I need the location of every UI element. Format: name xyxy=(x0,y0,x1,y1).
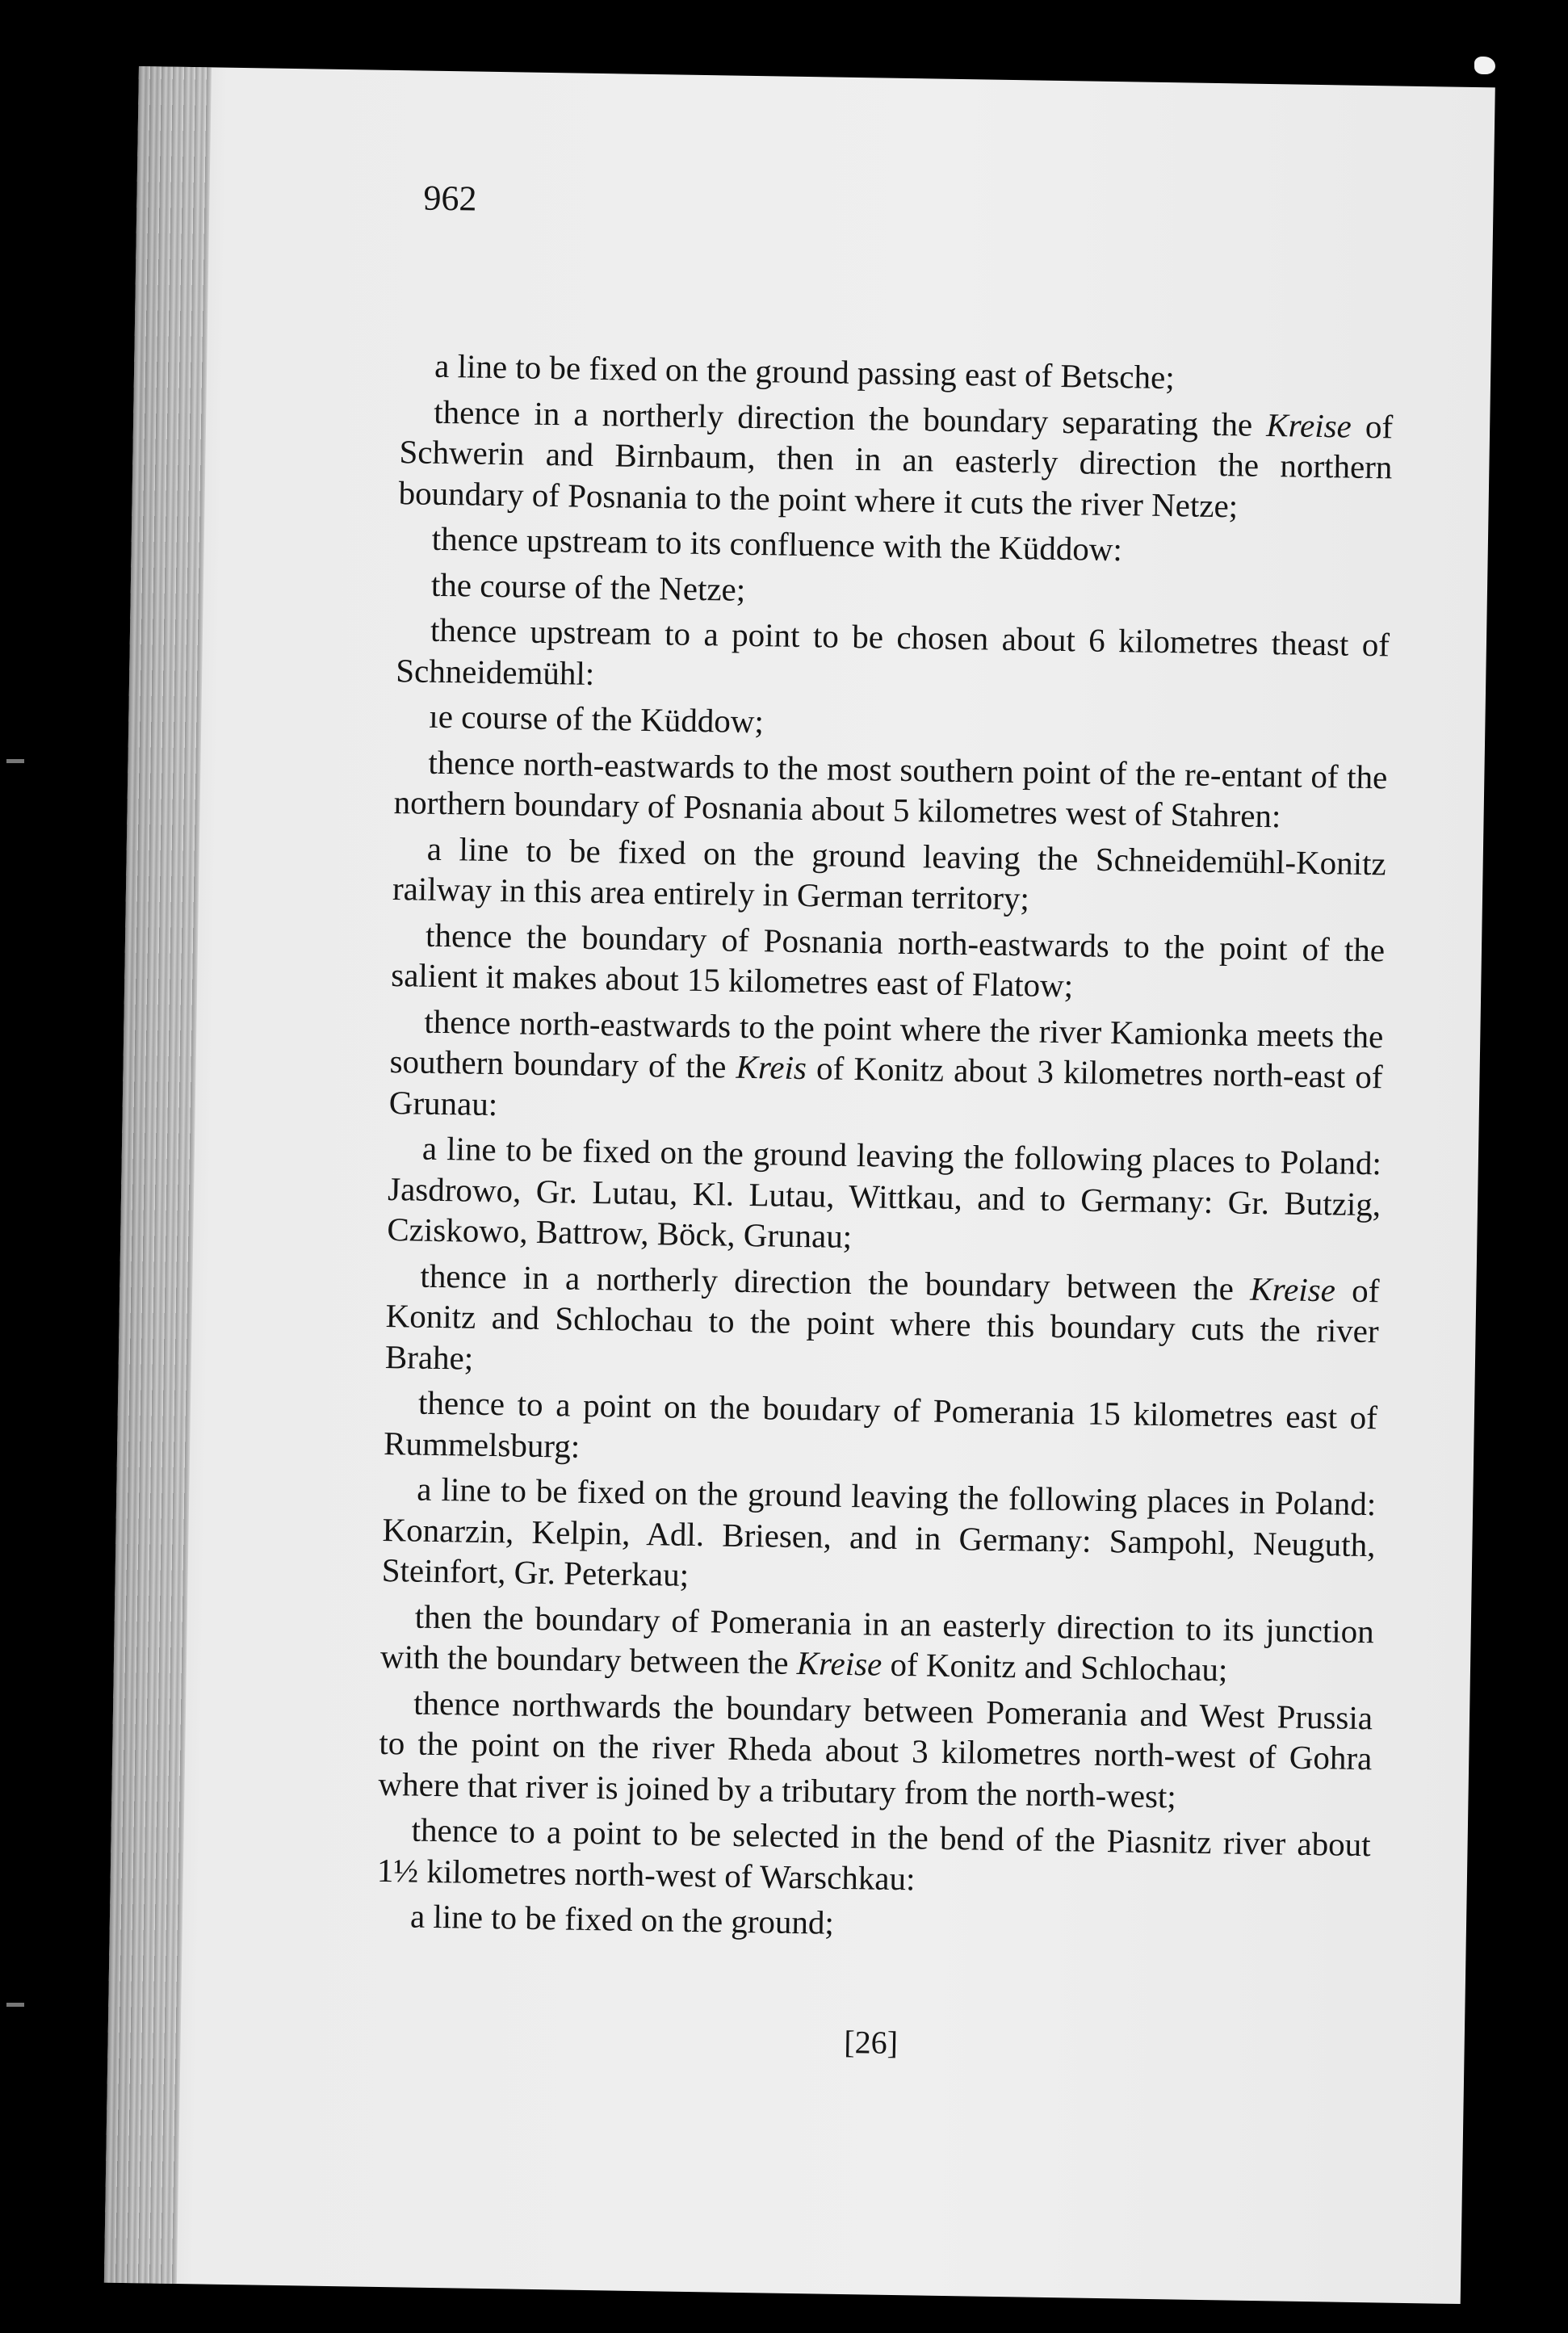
paragraph: thence upstream to a point to be chosen about 6 kilometres theast of Schneidemühl: xyxy=(395,611,1390,692)
paragraph: thence north-eastwards to the point where the river Kamionka meets the southern boundary of the Kreis of Konitz about 3 kilometres north-east of Grunau: xyxy=(388,1002,1384,1122)
paragraph: a line to be fixed on the ground leaving the following places to Poland: Jasdrowo, Gr. Lutau, Kl. Lutau, Wittkau, and to Germany: Gr. Butzig, Cziskowo, Battrow, Böck, Grunau; xyxy=(387,1129,1382,1256)
paragraph: a line to be fixed on the ground leaving the following places in Poland: Konarzin, Kelpin, Adl. Briesen, and in Germany: Sampohl, Neuguth, Steinfort, Gr. Peterkau; xyxy=(381,1470,1377,1593)
scan-edge-mark xyxy=(6,2003,24,2007)
book-page xyxy=(104,66,1495,2304)
treaty-text xyxy=(376,183,1397,2062)
paragraph: thence in a northerly direction the boundary between the Kreise of Konitz and Schlochau to the point where this boundary cuts the river Brahe; xyxy=(384,1257,1380,1377)
paragraph: thence upstream to its confluence with the Küddow: xyxy=(431,519,1123,569)
paragraph: a line to be fixed on the ground leaving the Schneidemühl-Konitz railway in this area entirely in German territory; xyxy=(392,829,1387,917)
paragraph: then the boundary of Pomerania in an easterly direction to its junction with the boundary between the Kreise of Konitz and Schlochau; xyxy=(379,1597,1375,1689)
paragraph: a line to be fixed on the ground passing east of Betsche; xyxy=(434,346,1176,397)
paragraph: ıe course of the Küddow; xyxy=(429,697,765,741)
folio-number: [26] xyxy=(843,2024,899,2062)
italic-term: Kreis xyxy=(736,1047,807,1087)
scan-speck xyxy=(1474,57,1495,74)
book-binding-edge xyxy=(104,66,212,2284)
scan-edge-mark xyxy=(6,759,24,763)
paragraph: thence to a point on the bouıdary of Pomerania 15 kilometres east of Rummelsburg: xyxy=(383,1383,1378,1465)
paragraph: thence north-eastwards to the most southern point of the re-entant of the northern boundary of Posnania about 5 kilometres west of Stahren: xyxy=(393,743,1388,835)
page-number: 962 xyxy=(423,178,477,219)
paragraph: thence the boundary of Posnania north-eastwards to the point of the salient it makes about 15 kilometres east of Flatow; xyxy=(391,916,1386,1005)
italic-term: Kreise xyxy=(1249,1269,1336,1308)
italic-term: Kreise xyxy=(1265,405,1352,445)
italic-term: Kreise xyxy=(796,1644,883,1683)
paragraph: a line to be fixed on the ground; xyxy=(409,1897,835,1941)
paragraph: the course of the Netze; xyxy=(430,565,746,608)
paragraph: thence to a point to be selected in the bend of the Piasnitz river about 1½ kilometres north-west of Warschkau: xyxy=(376,1811,1371,1897)
paragraph: thence in a northerly direction the boundary separating the Kreise of Schwerin and Birnbaum, then in an easterly direction the northern boundary of Posnania to the point where it cuts the river Netze; xyxy=(398,392,1394,524)
paragraph: thence northwards the boundary between Pomerania and West Prussia to the point on the river Rheda about 3 kilometres north-west of Gohra where that river is joined by a tributary from the north-west; xyxy=(378,1684,1373,1815)
